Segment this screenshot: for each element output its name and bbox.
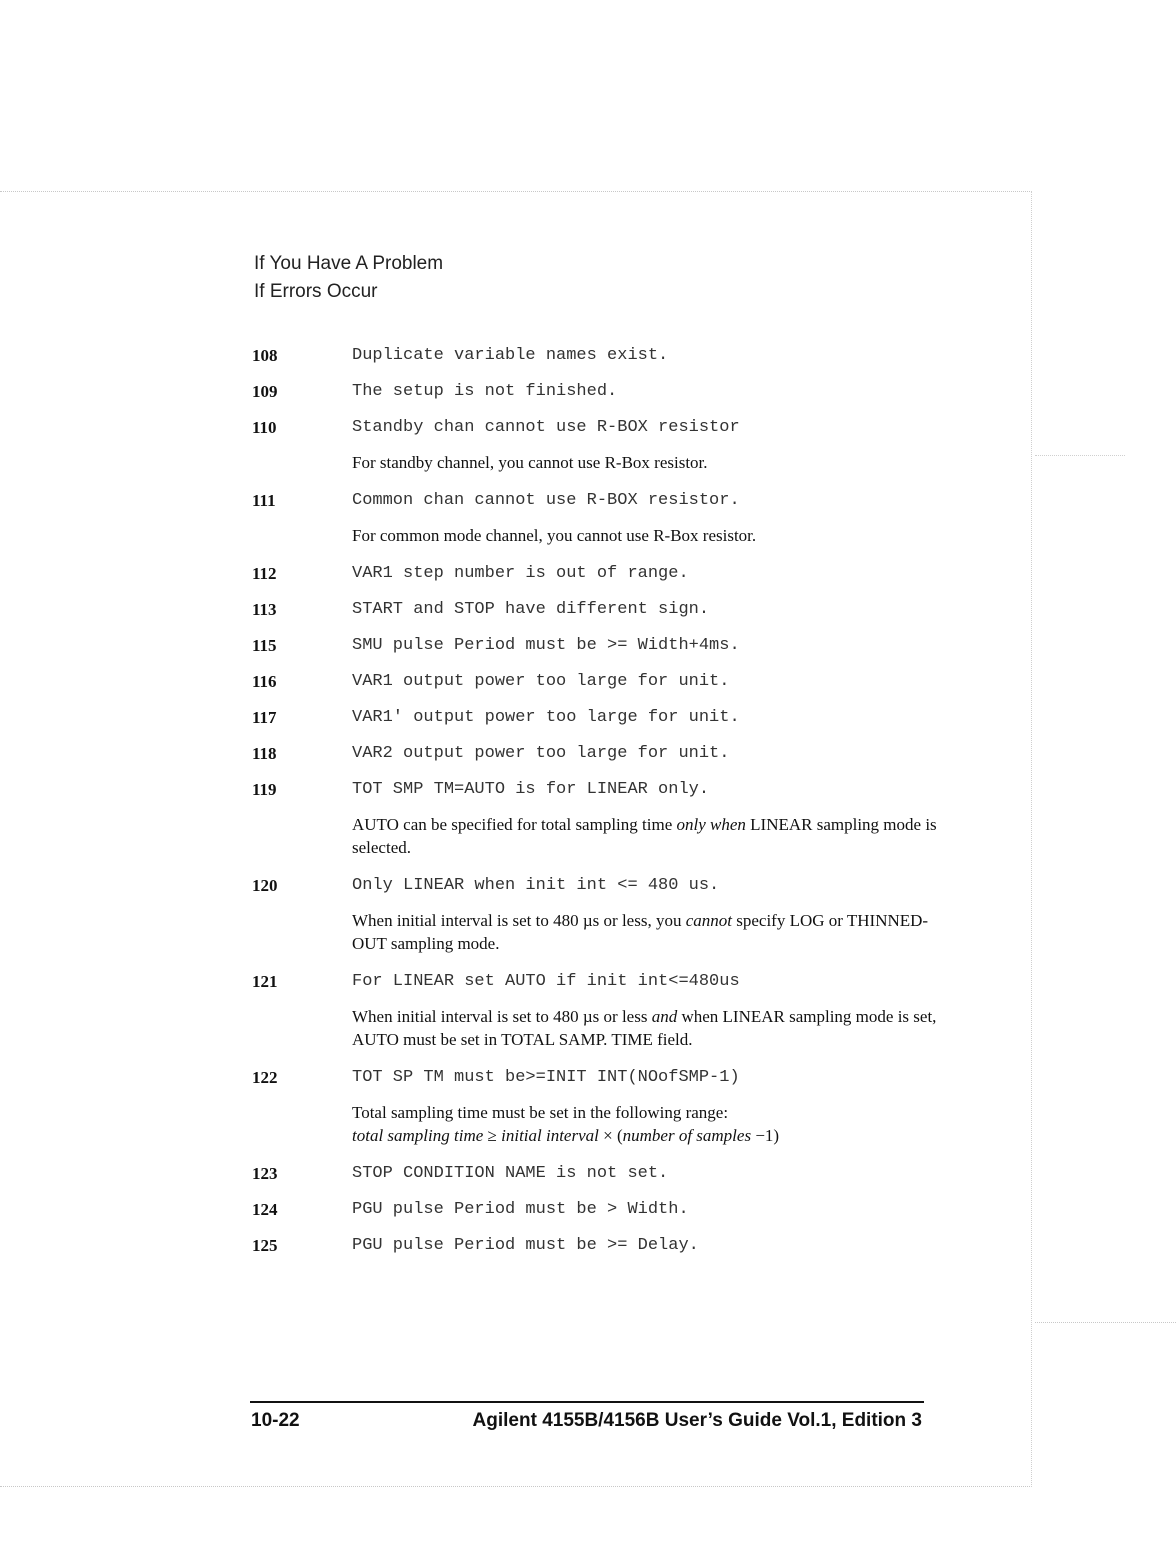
error-message: VAR1 output power too large for unit. — [352, 672, 730, 691]
error-description: For common mode channel, you cannot use R-Box resistor. — [352, 526, 757, 545]
error-entry — [252, 378, 942, 405]
error-message: VAR2 output power too large for unit. — [352, 744, 730, 763]
error-message: TOT SP TM must be>=INIT INT(NOofSMP-1) — [352, 1068, 740, 1087]
error-entry — [252, 872, 942, 959]
error-code: 123 — [252, 1164, 278, 1183]
error-entry — [252, 342, 942, 369]
error-description: AUTO can be specified for total sampling time only when LINEAR sampling mode is selected. — [352, 815, 937, 857]
emphasis: only when — [676, 815, 746, 834]
error-description: When initial interval is set to 480 µs or less, you cannot specify LOG or THINNED-OUT sampling mode. — [352, 911, 929, 953]
error-entry — [252, 596, 942, 623]
error-code: 122 — [252, 1068, 278, 1087]
error-code: 119 — [252, 780, 277, 799]
error-message: TOT SMP TM=AUTO is for LINEAR only. — [352, 780, 710, 799]
error-code: 112 — [252, 564, 277, 583]
error-message: Only LINEAR when init int <= 480 us. — [352, 876, 720, 895]
scan-mark — [1035, 455, 1125, 456]
error-message: For LINEAR set AUTO if init int<=480us — [352, 972, 740, 991]
header-chapter: If You Have A Problem — [254, 253, 444, 274]
error-message: SMU pulse Period must be >= Width+4ms. — [352, 636, 740, 655]
emphasis: cannot — [685, 911, 732, 930]
error-code: 124 — [252, 1200, 278, 1219]
error-code: 118 — [252, 744, 277, 763]
error-description: For standby channel, you cannot use R-Box resistor. — [352, 453, 708, 472]
error-code: 117 — [252, 708, 277, 727]
error-message: VAR1' output power too large for unit. — [352, 708, 740, 727]
error-list — [252, 342, 942, 1268]
error-entry — [252, 1232, 942, 1259]
footer-title: Agilent 4155B/4156B User’s Guide Vol.1, Edition 3 — [472, 1410, 922, 1431]
error-code: 110 — [252, 418, 277, 437]
emphasis: and — [651, 1007, 678, 1026]
error-entry — [252, 704, 942, 731]
error-entry — [252, 1064, 942, 1151]
range-formula: total sampling time ≥ initial interval × (number of samples −1) — [352, 1126, 780, 1145]
error-description: Total sampling time must be set in the following range: total sampling time ≥ initial interval × (number of samples −1) — [352, 1101, 942, 1147]
error-entry — [252, 414, 942, 478]
error-description: When initial interval is set to 480 µs or less and when LINEAR sampling mode is set, AUTO must be set in TOTAL SAMP. TIME field. — [352, 1007, 937, 1049]
scan-edge-right — [1031, 191, 1032, 1487]
running-header — [254, 250, 443, 306]
error-message: PGU pulse Period must be >= Delay. — [352, 1236, 699, 1255]
error-entry — [252, 740, 942, 767]
error-message: The setup is not finished. — [352, 382, 618, 401]
error-code: 113 — [252, 600, 277, 619]
error-code: 109 — [252, 382, 278, 401]
scan-mark — [1035, 1322, 1176, 1323]
error-code: 115 — [252, 636, 277, 655]
error-code: 111 — [252, 491, 276, 510]
scan-edge-bottom — [0, 1486, 1032, 1487]
error-entry — [252, 487, 942, 551]
error-code: 121 — [252, 972, 278, 991]
error-message: STOP CONDITION NAME is not set. — [352, 1164, 669, 1183]
page-number: 10-22 — [251, 1410, 300, 1431]
error-entry — [252, 668, 942, 695]
error-entry — [252, 560, 942, 587]
error-message: VAR1 step number is out of range. — [352, 564, 689, 583]
error-entry — [252, 776, 942, 863]
error-message: PGU pulse Period must be > Width. — [352, 1200, 689, 1219]
error-entry — [252, 1160, 942, 1187]
error-code: 125 — [252, 1236, 278, 1255]
scan-edge-top — [0, 191, 1032, 192]
error-message: Standby chan cannot use R-BOX resistor — [352, 418, 740, 437]
error-message: START and STOP have different sign. — [352, 600, 710, 619]
footer-rule — [250, 1401, 924, 1403]
error-entry — [252, 1196, 942, 1223]
error-code: 108 — [252, 346, 278, 365]
error-code: 120 — [252, 876, 278, 895]
error-code: 116 — [252, 672, 277, 691]
error-message: Duplicate variable names exist. — [352, 346, 669, 365]
error-entry — [252, 968, 942, 1055]
error-message: Common chan cannot use R-BOX resistor. — [352, 491, 740, 510]
header-section: If Errors Occur — [254, 281, 378, 302]
error-entry — [252, 632, 942, 659]
